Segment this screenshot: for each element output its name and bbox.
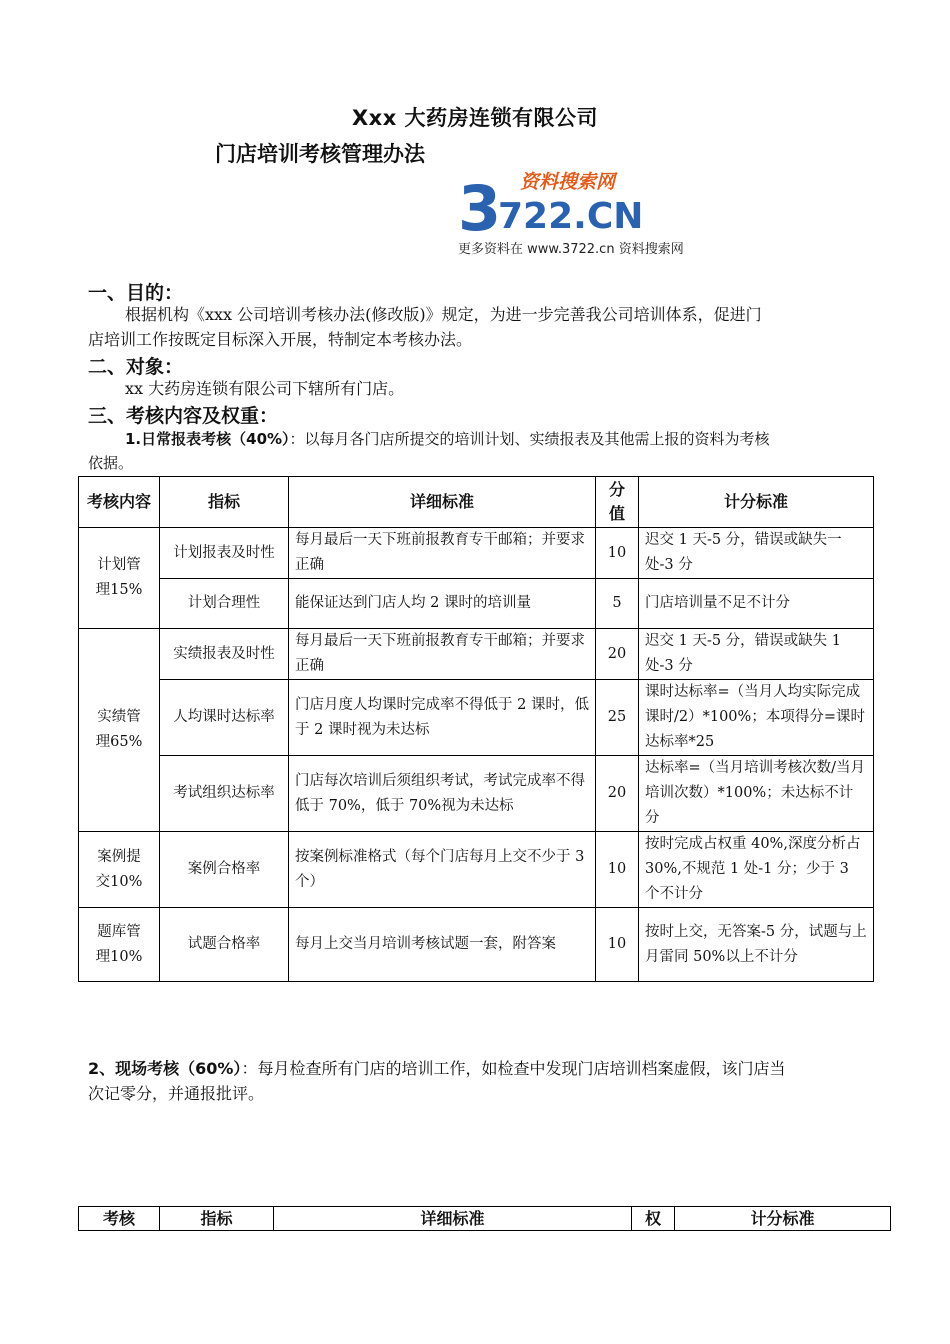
row-rule: 迟交 1 天-5 分，错误或缺失 1 处-3 分 xyxy=(639,629,874,680)
item1-bold: 1.日常报表考核（40%） xyxy=(125,430,290,448)
row-score: 20 xyxy=(596,756,639,832)
table-row xyxy=(79,680,874,756)
table-row xyxy=(79,908,874,982)
row-rule: 达标率=（当月培训考核次数/当月培训次数）*100%；未达标不计分 xyxy=(639,756,874,832)
row-rule: 按时完成占权重 40%,深度分析占 30%,不规范 1 处-1 分；少于 3 个不计分 xyxy=(639,832,874,908)
document-title: 门店培训考核管理办法 xyxy=(215,142,425,166)
row-indicator: 计划报表及时性 xyxy=(160,528,289,579)
item1-rest: ：以每月各门店所提交的培训计划、实绩报表及其他需上报的资料为考核 xyxy=(289,430,770,448)
table2-header-indicator: 指标 xyxy=(160,1207,274,1231)
section2-text: xx 大药房连锁有限公司下辖所有门店。 xyxy=(125,379,405,398)
header-scoring-rule: 计分标准 xyxy=(639,477,874,528)
row-standard: 每月最后一天下班前报教育专干邮箱；并要求正确 xyxy=(289,528,596,579)
group-question-bank: 题库管理10% xyxy=(79,908,160,982)
group-performance-management: 实绩管理65% xyxy=(79,629,160,832)
row-rule: 按时上交，无答案-5 分，试题与上月雷同 50%以上不计分 xyxy=(639,908,874,982)
item2-rest: ：每月检查所有门店的培训工作，如检查中发现门店培训档案虚假，该门店当 xyxy=(241,1059,786,1078)
table-row xyxy=(79,832,874,908)
logo-tagline: 更多资料在 www.3722.cn 资料搜索网 xyxy=(458,242,684,257)
assessment-table xyxy=(78,476,874,982)
group-plan-management: 计划管理15% xyxy=(79,528,160,629)
row-rule: 课时达标率=（当月人均实际完成课时/2）*100%；本项得分=课时达标率*25 xyxy=(639,680,874,756)
section3-item1 xyxy=(125,426,770,452)
row-rule: 门店培训量不足不计分 xyxy=(639,579,874,629)
header-assessment-content: 考核内容 xyxy=(79,477,160,528)
row-score: 10 xyxy=(596,832,639,908)
table-row xyxy=(79,579,874,629)
logo-big-text: 722.CN xyxy=(498,196,644,237)
row-rule: 迟交 1 天-5 分，错误或缺失一处-3 分 xyxy=(639,528,874,579)
header-indicator: 指标 xyxy=(160,477,289,528)
row-standard: 门店月度人均课时完成率不得低于 2 课时，低于 2 课时视为未达标 xyxy=(289,680,596,756)
logo-small-text: 资料搜索网 xyxy=(520,171,616,193)
table2-header-weight: 权 xyxy=(632,1207,675,1231)
row-standard: 每月最后一天下班前报教育专干邮箱；并要求正确 xyxy=(289,629,596,680)
table2-header-scoring: 计分标准 xyxy=(675,1207,891,1231)
row-indicator: 案例合格率 xyxy=(160,832,289,908)
section2-heading: 二、对象： xyxy=(88,356,184,378)
section1-heading: 一、目的： xyxy=(88,282,184,304)
row-standard: 能保证达到门店人均 2 课时的培训量 xyxy=(289,579,596,629)
table-header-row xyxy=(79,477,874,528)
table2-header-row xyxy=(79,1207,891,1231)
section3-heading: 三、考核内容及权重： xyxy=(88,405,279,427)
row-indicator: 人均课时达标率 xyxy=(160,680,289,756)
section3-item1-line2: 依据。 xyxy=(88,454,134,472)
row-score: 25 xyxy=(596,680,639,756)
header-score: 分值 xyxy=(596,477,639,528)
row-standard: 按案例标准格式（每个门店每月上交不少于 3 个） xyxy=(289,832,596,908)
group-case-submission: 案例提交10% xyxy=(79,832,160,908)
table-row xyxy=(79,629,874,680)
table-row xyxy=(79,528,874,579)
table2-header-detail: 详细标准 xyxy=(274,1207,632,1231)
item2-line1 xyxy=(88,1056,785,1082)
table2-header-assessment: 考核 xyxy=(79,1207,160,1231)
section1-line2: 店培训工作按既定目标深入开展，特制定本考核办法。 xyxy=(88,330,473,349)
logo-big-3: 3 xyxy=(458,172,502,245)
section1-line1: 根据机构《xxx 公司培训考核办法(修改版)》规定，为进一步完善我公司培训体系，促进门 xyxy=(125,305,762,324)
row-standard: 每月上交当月培训考核试题一套，附答案 xyxy=(289,908,596,982)
onsite-assessment-table xyxy=(78,1206,891,1231)
table-row xyxy=(79,756,874,832)
row-standard: 门店每次培训后须组织考试，考试完成率不得低于 70%，低于 70%视为未达标 xyxy=(289,756,596,832)
row-score: 20 xyxy=(596,629,639,680)
header-detail-standard: 详细标准 xyxy=(289,477,596,528)
item2-line2: 次记零分，并通报批评。 xyxy=(88,1084,265,1103)
row-score: 10 xyxy=(596,528,639,579)
company-title: Xxx 大药房连锁有限公司 xyxy=(351,106,599,130)
row-indicator: 考试组织达标率 xyxy=(160,756,289,832)
row-score: 10 xyxy=(596,908,639,982)
item2-bold: 2、现场考核（60%） xyxy=(88,1059,242,1078)
row-indicator: 实绩报表及时性 xyxy=(160,629,289,680)
row-indicator: 试题合格率 xyxy=(160,908,289,982)
row-score: 5 xyxy=(596,579,639,629)
row-indicator: 计划合理性 xyxy=(160,579,289,629)
